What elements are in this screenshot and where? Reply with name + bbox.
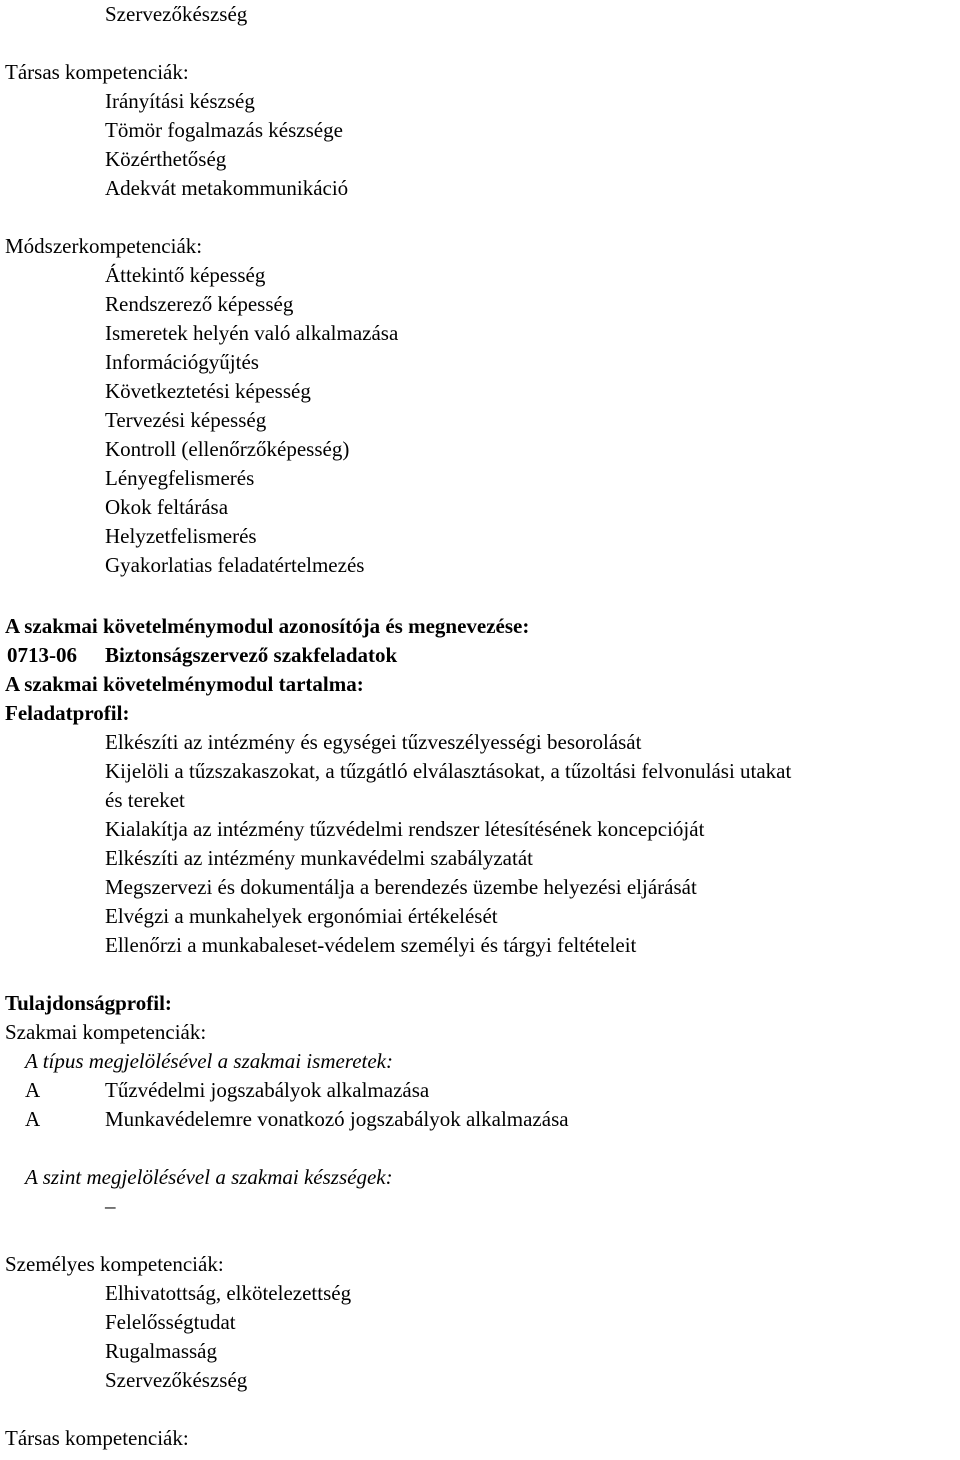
list-item: Felelősségtudat bbox=[105, 1310, 236, 1334]
section-heading-feladatprofil: Feladatprofil: bbox=[5, 701, 130, 725]
list-item: Szervezőkészség bbox=[105, 1368, 248, 1392]
task-item: Kijelöli a tűzszakaszokat, a tűzgátló elválasztásokat, a tűzoltási felvonulási utakat bbox=[105, 759, 792, 783]
task-item: Elvégzi a munkahelyek ergonómiai értékelését bbox=[105, 904, 498, 928]
task-item: Megszervezi és dokumentálja a berendezés üzembe helyezési eljárását bbox=[105, 875, 697, 899]
list-item: Közérthetőség bbox=[105, 147, 227, 171]
list-item: Áttekintő képesség bbox=[105, 263, 266, 287]
list-item: Információgyűjtés bbox=[105, 350, 259, 374]
section-heading-tarsas: Társas kompetenciák: bbox=[5, 60, 189, 84]
skill-placeholder: – bbox=[105, 1194, 116, 1218]
list-item: Adekvát metakommunikáció bbox=[105, 176, 349, 200]
task-item: Elkészíti az intézmény munkavédelmi szabályzatát bbox=[105, 846, 533, 870]
list-item: Rugalmasság bbox=[105, 1339, 217, 1363]
list-item: Szervezőkészség bbox=[105, 2, 248, 26]
list-item: Lényegfelismerés bbox=[105, 466, 255, 490]
task-item: Ellenőrzi a munkabaleset-védelem személyi és tárgyi feltételeit bbox=[105, 933, 637, 957]
list-item: Elhivatottság, elkötelezettség bbox=[105, 1281, 352, 1305]
type-letter: A bbox=[25, 1107, 41, 1131]
list-item: Rendszerező képesség bbox=[105, 292, 294, 316]
list-item: Irányítási készség bbox=[105, 89, 255, 113]
knowledge-item: Tűzvédelmi jogszabályok alkalmazása bbox=[105, 1078, 430, 1102]
section-heading-tarsas: Társas kompetenciák: bbox=[5, 1426, 189, 1450]
list-item: Gyakorlatias feladatértelmezés bbox=[105, 553, 365, 577]
module-content-heading: A szakmai követelménymodul tartalma: bbox=[5, 672, 364, 696]
list-item: Tervezési képesség bbox=[105, 408, 267, 432]
section-heading-szakmai: Szakmai kompetenciák: bbox=[5, 1020, 207, 1044]
section-heading-modszer: Módszerkompetenciák: bbox=[5, 234, 203, 258]
module-name: Biztonságszervező szakfeladatok bbox=[105, 643, 398, 667]
subheading-tipus: A típus megjelölésével a szakmai ismeretek: bbox=[25, 1049, 393, 1073]
subheading-szint: A szint megjelölésével a szakmai készségek: bbox=[25, 1165, 393, 1189]
list-item: Következtetési képesség bbox=[105, 379, 311, 403]
section-heading-tulajdonsagprofil: Tulajdonságprofil: bbox=[5, 991, 172, 1015]
task-item: Elkészíti az intézmény és egységei tűzveszélyességi besorolását bbox=[105, 730, 642, 754]
list-item: Kontroll (ellenőrzőképesség) bbox=[105, 437, 350, 461]
list-item: Tömör fogalmazás készsége bbox=[105, 118, 343, 142]
task-item: Kialakítja az intézmény tűzvédelmi rendszer létesítésének koncepcióját bbox=[105, 817, 705, 841]
module-id-heading: A szakmai követelménymodul azonosítója és megnevezése: bbox=[5, 614, 530, 638]
list-item: Helyzetfelismerés bbox=[105, 524, 257, 548]
type-letter: A bbox=[25, 1078, 41, 1102]
list-item: Ismeretek helyén való alkalmazása bbox=[105, 321, 399, 345]
knowledge-item: Munkavédelemre vonatkozó jogszabályok alkalmazása bbox=[105, 1107, 569, 1131]
section-heading-szemelyes: Személyes kompetenciák: bbox=[5, 1252, 224, 1276]
module-code: 0713-06 bbox=[7, 643, 77, 667]
list-item: Okok feltárása bbox=[105, 495, 229, 519]
task-item-continuation: és tereket bbox=[105, 788, 185, 812]
